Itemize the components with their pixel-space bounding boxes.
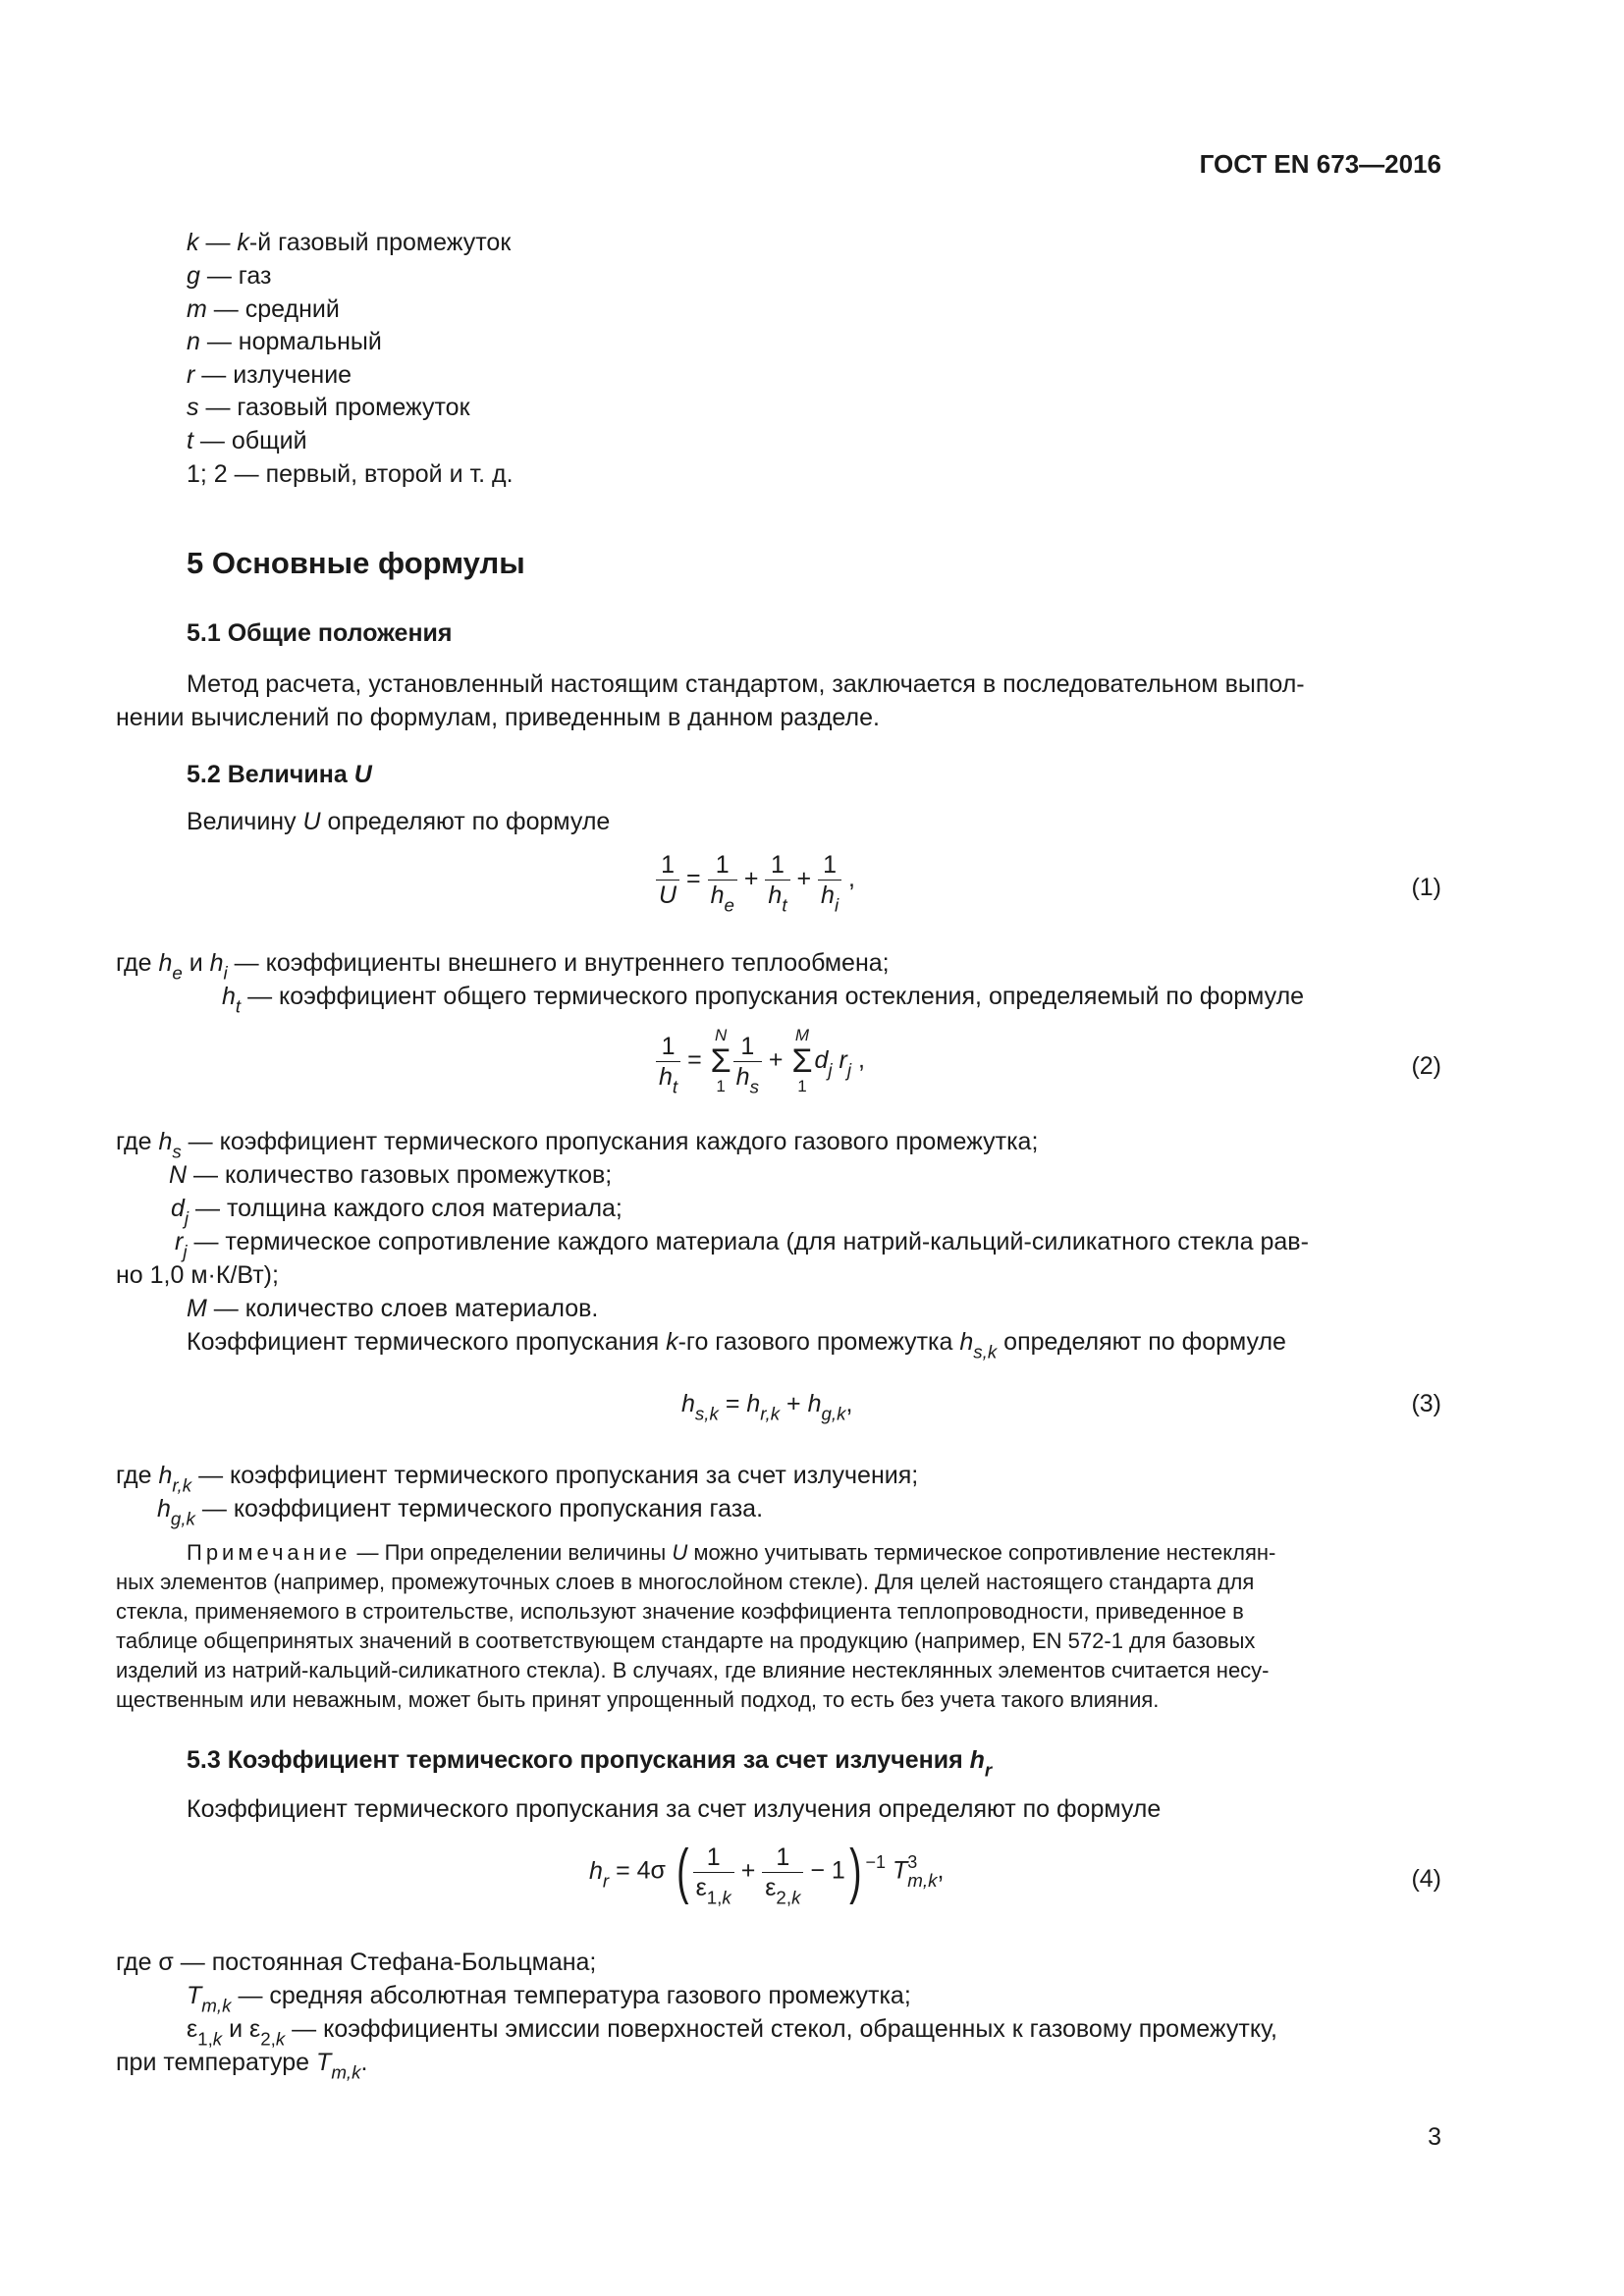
list-item: t — общий — [187, 427, 307, 454]
subsection-title: 5.3 Коэффициент термического пропускания за счет излучения $h_r$ — [187, 1746, 993, 1781]
equation-number: (1) — [1411, 874, 1441, 901]
paragraph-line: Коэффициент термического пропускания k-го газового промежутка $h_{s,k}$ определяют по формуле — [187, 1328, 1286, 1362]
paragraph-line: где $h_e$ и $h_i$ — коэффициенты внешнего и внутреннего теплообмена; — [116, 949, 890, 984]
equation-number: (4) — [1411, 1865, 1441, 1893]
list-item: g — газ — [187, 262, 272, 290]
paragraph-line: $\varepsilon_{1,k}$ и $\varepsilon_{2,k}$ — коэффициенты эмиссии поверхностей стекол, обращенных к газовому промежутку, — [187, 2015, 1278, 2050]
equation-4: $h_r = 4\sigma$ ( $\frac{1}{\varepsilon_{1,k}}$ + $\frac{1}{\varepsilon_{2,k}}$ − 1) $^{-1}$ $T^3_{m,k}$, — [589, 1838, 945, 1907]
subsection-title: 5.1 Общие положения — [187, 619, 453, 647]
paragraph-line: Величину U определяют по формуле — [187, 808, 611, 835]
equation-number: (2) — [1411, 1052, 1441, 1080]
note-line: таблице общепринятых значений в соответствующем стандарте на продукцию (например, EN 572-1 для базовых — [116, 1629, 1256, 1653]
paragraph-line: $d_j$ — толщина каждого слоя материала; — [171, 1195, 623, 1229]
paragraph-line: $h_{g,k}$ — коэффициент термического пропускания газа. — [157, 1495, 764, 1529]
note-line: щественным или неважным, может быть принят упрощенный подход, то есть без учета такого влияния. — [116, 1687, 1160, 1712]
equation-2: $\frac{1}{h_t}$ = N Σ 1 $\frac{1}{h_s}$ + M Σ 1 $d_j$ $r_j$ , — [656, 1027, 865, 1095]
paragraph-line: $h_t$ — коэффициент общего термического пропускания остекления, определяемый по формуле — [222, 983, 1305, 1017]
section-title: 5 Основные формулы — [187, 546, 525, 580]
document-id: ГОСТ EN 673—2016 — [1199, 149, 1441, 179]
paragraph-line: Коэффициент термического пропускания за счет излучения определяют по формуле — [187, 1795, 1162, 1823]
list-item: 1; 2 — первый, второй и т. д. — [187, 460, 514, 488]
paragraph-line: нении вычислений по формулам, приведенным в данном разделе. — [116, 704, 880, 731]
note-line: стекла, применяемого в строительстве, используют значение коэффициента теплопроводности, приведенное в — [116, 1599, 1244, 1624]
list-item: r — излучение — [187, 361, 352, 389]
paragraph-line: Метод расчета, установленный настоящим стандартом, заключается в последовательном выпол- — [187, 670, 1305, 698]
paragraph-line: где $h_{r,k}$ — коэффициент термического пропускания за счет излучения; — [116, 1462, 919, 1496]
paragraph-line: N — количество газовых промежутков; — [169, 1161, 613, 1189]
paragraph-line: $r_j$ — термическое сопротивление каждого материала (для натрий-кальций-силикатного стекла рав- — [175, 1228, 1309, 1262]
paragraph-line: при температуре $T_{m,k}$. — [116, 2049, 368, 2083]
paragraph-line: M — количество слоев материалов. — [187, 1295, 599, 1322]
equation-1: $\frac{1}{U}$ = $\frac{1}{h_e}$ + $\frac{1}{h_t}$ + $\frac{1}{h_i}$ , — [656, 850, 855, 910]
list-item: m — средний — [187, 295, 340, 323]
page-number: 3 — [1428, 2123, 1441, 2151]
note-line: ных элементов (например, промежуточных слоев в многослойном стекле). Для целей настоящего стандарта для — [116, 1570, 1255, 1594]
paragraph-line: но 1,0 м·К/Вт); — [116, 1261, 279, 1289]
paragraph-line: где σ — постоянная Стефана-Больцмана; — [116, 1949, 597, 1976]
list-item: n — нормальный — [187, 328, 382, 355]
paragraph-line: где $h_s$ — коэффициент термического пропускания каждого газового промежутка; — [116, 1128, 1039, 1162]
list-item: k — k-й газовый промежуток — [187, 229, 512, 256]
list-item: s — газовый промежуток — [187, 394, 470, 421]
note-line: Примечание — При определении величины U можно учитывать термическое сопротивление нестеклян- — [187, 1540, 1276, 1565]
equation-3: $h_{s,k} = h_{r,k} + h_{g,k}$, — [681, 1390, 853, 1424]
equation-number: (3) — [1411, 1390, 1441, 1417]
note-line: изделий из натрий-кальций-силикатного стекла). В случаях, где влияние нестеклянных элементов считается несу- — [116, 1658, 1270, 1682]
subsection-title: 5.2 Величина U — [187, 761, 372, 788]
paragraph-line: $T_{m,k}$ — средняя абсолютная температура газового промежутка; — [187, 1982, 911, 2016]
